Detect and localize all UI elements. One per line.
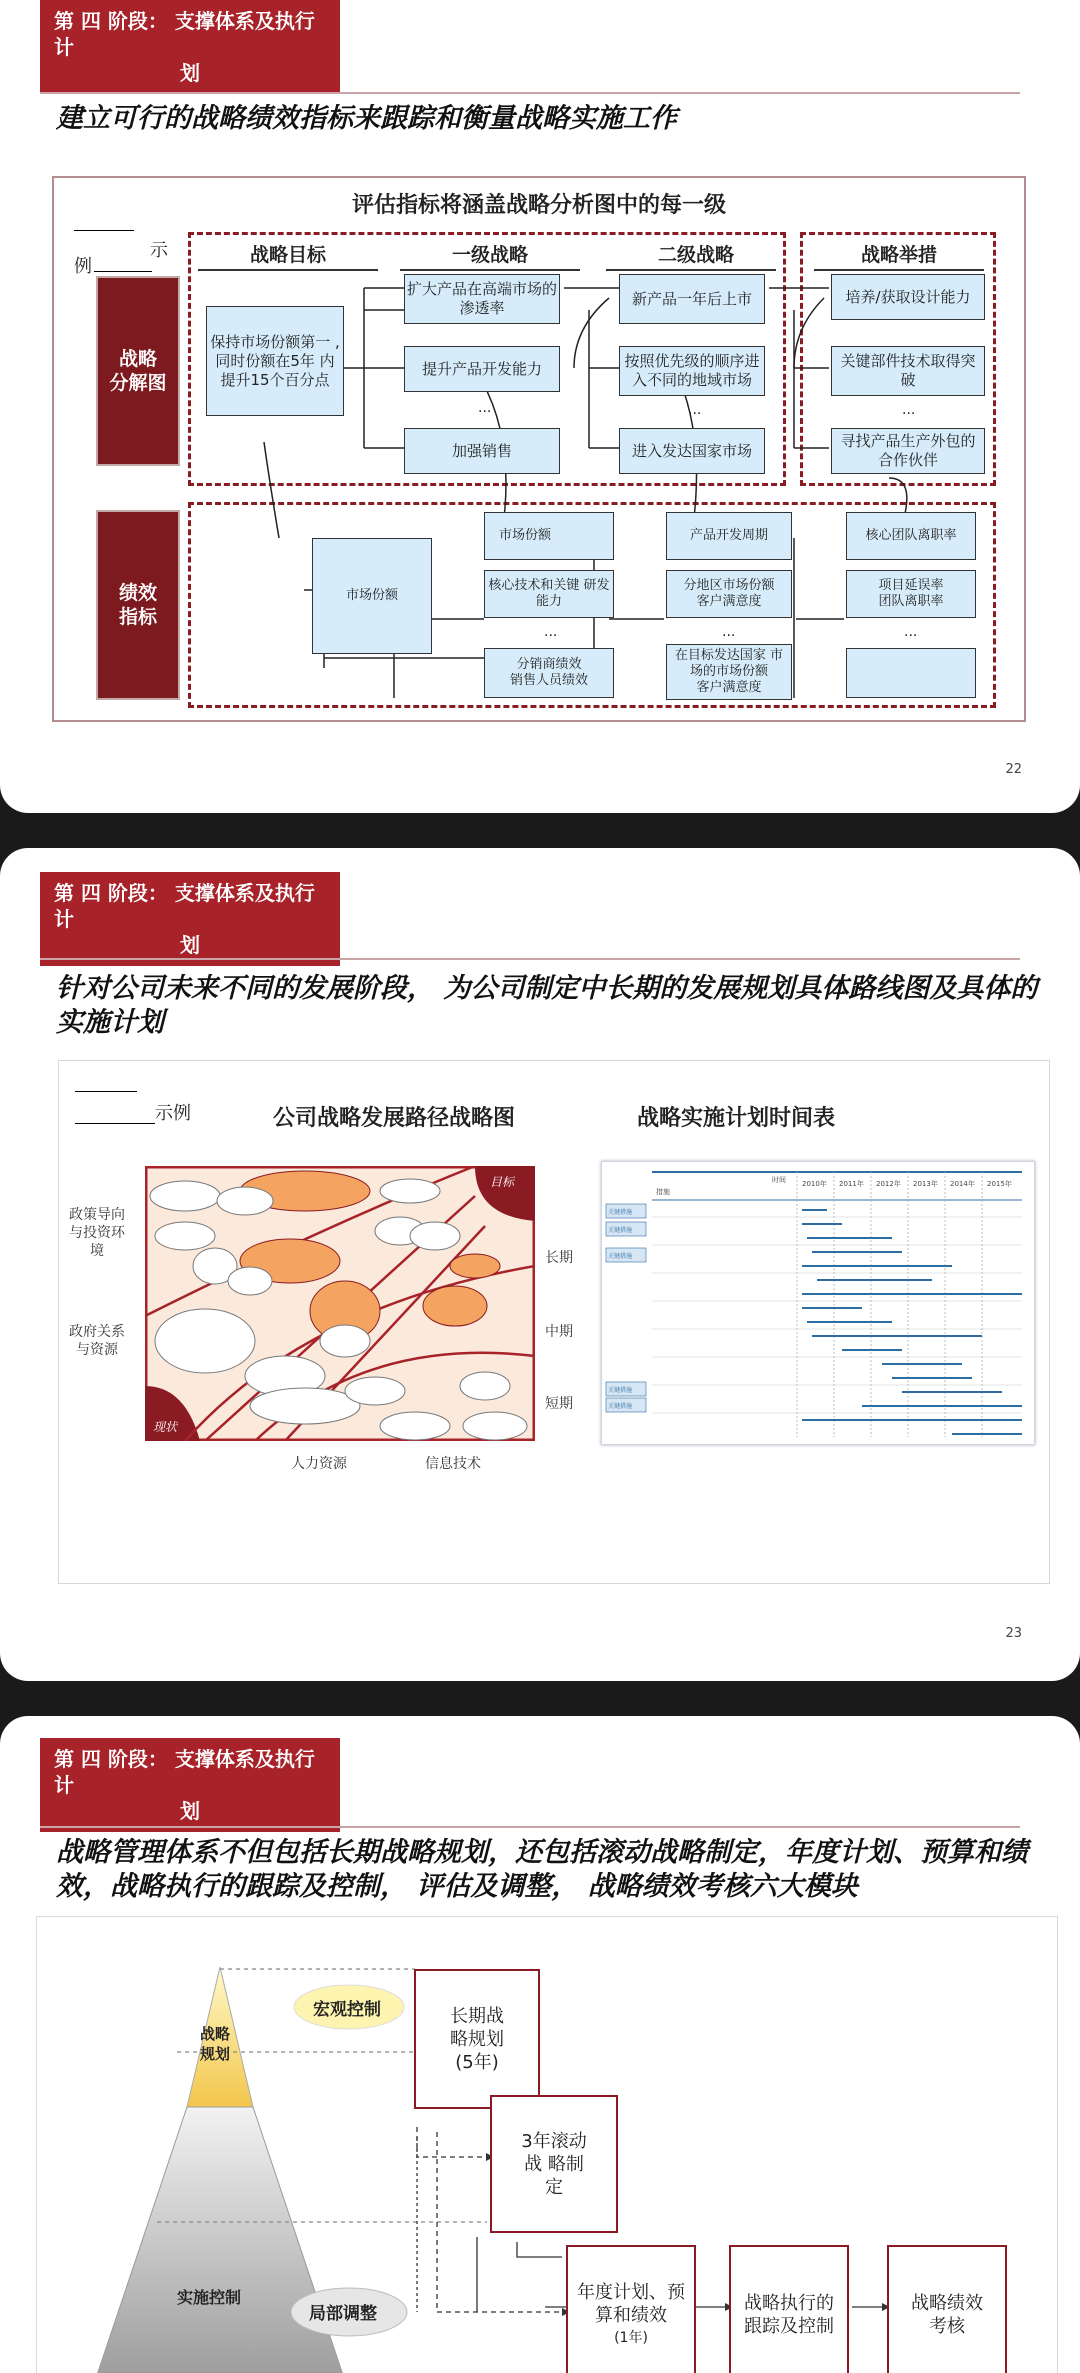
level2-box: 进入发达国家市场	[619, 428, 765, 474]
diagram-title: 评估指标将涵盖战略分析图中的每一级	[351, 193, 726, 218]
legend-label-b: 例	[74, 256, 92, 277]
col-head-initiative: 战略举措	[860, 244, 937, 266]
kpi-level2-box: 在目标发达国家 市场的市场份额 客户满意度	[666, 644, 792, 700]
level2-ellipsis: ...	[688, 402, 702, 418]
level1-ellipsis: ...	[478, 400, 492, 416]
slide-22	[0, 0, 1080, 813]
schedule-year: 2010年	[802, 1180, 827, 1188]
legend-line	[75, 1091, 137, 1092]
schedule-group-label: 关键措施	[608, 1403, 633, 1410]
legend-label: 示例	[155, 1103, 191, 1124]
schedule-year: 2011年	[839, 1180, 864, 1188]
roadmap-panel	[58, 1060, 1050, 1584]
slide-24	[0, 1716, 1080, 2373]
initiative-ellipsis: ...	[902, 402, 916, 418]
slide-23	[0, 848, 1080, 1681]
kpi-initiative-ellipsis: ...	[904, 624, 918, 640]
macro-control-label: 宏观控制	[313, 2000, 381, 2020]
kpi-level1-box: 市场份额	[484, 512, 614, 560]
base-label: 实施控制	[177, 2288, 242, 2307]
kpi-level2-box: 分地区市场份额 客户满意度	[666, 570, 792, 618]
management-system-diagram	[36, 1916, 1058, 2373]
map-right-label: 中期	[545, 1324, 573, 1340]
header-rule	[40, 92, 1020, 94]
legend-label-a: 示	[150, 240, 168, 261]
schedule-header-time: 时间	[772, 1176, 786, 1184]
schedule-table	[601, 1161, 1035, 1445]
stage-tag-line2: 划	[180, 61, 200, 85]
tracking-box: 战略执行的 跟踪及控制	[729, 2245, 849, 2373]
kpi-initiative-box: 核心团队离职率	[846, 512, 976, 560]
level2-box: 按照优先级的顺序进入不同的地域市场	[619, 346, 765, 396]
slide-headline: 战略管理体系不但包括长期战略规划，还包括滚动战略制定，年度计划、预算和绩效，战略执行的跟踪及控制， 评估及调整， 战略绩效考核六大模块	[56, 1837, 1028, 1902]
stage-tag-line1: 第 四 阶段： 支撑体系及执行计	[54, 1747, 315, 1797]
col-head-level1: 一级战略	[451, 244, 528, 266]
local-adjust-label: 局部调整	[309, 2304, 377, 2324]
annual-plan-label: 年度计划、预 算和绩效	[577, 2281, 685, 2326]
goal-box: 保持市场份额第一 ,同时份额在5年 内提升15个百分点	[206, 306, 344, 416]
schedule-year: 2014年	[950, 1180, 975, 1188]
page-number: 23	[1005, 1626, 1022, 1641]
strategy-path-map	[145, 1166, 535, 1441]
kpi-initiative-box: 项目延误率 团队离职率	[846, 570, 976, 618]
schedule-header-item: 措施	[656, 1188, 670, 1196]
kpi-goal-box: 市场份额	[312, 538, 432, 654]
initiative-box: 关键部件技术取得突破	[831, 346, 985, 396]
stage-tag-line1: 第 四 阶段： 支撑体系及执行计	[54, 881, 315, 931]
map-corner-target: 目标	[490, 1175, 515, 1189]
schedule-gantt	[602, 1162, 1034, 1444]
slide-headline: 针对公司未来不同的发展阶段， 为公司制定中长期的发展规划具体路线图及具体的实施计划	[56, 973, 1038, 1038]
stage-tag-line2: 划	[180, 1799, 200, 1823]
kpi-initiative-box	[846, 648, 976, 698]
schedule-group-label: 关键措施	[608, 1227, 633, 1234]
initiative-box: 培养/获取设计能力	[831, 274, 985, 320]
stage-tag	[40, 872, 340, 966]
col-head-goal: 战略目标	[249, 244, 326, 266]
kpi-level1-box: 分销商绩效 销售人员绩效	[484, 648, 614, 698]
page-number: 22	[1005, 762, 1022, 777]
schedule-year: 2013年	[913, 1180, 938, 1188]
kpi-level2-box: 产品开发周期	[666, 512, 792, 560]
map-bottom-label: 信息技术	[425, 1456, 481, 1472]
annual-plan-period: (1年)	[614, 2329, 648, 2346]
long-term-plan-box: 长期战 略规划 (5年)	[414, 1969, 540, 2109]
row-head-kpi: 绩效 指标	[96, 510, 180, 700]
schedule-group-label: 关键措施	[608, 1253, 633, 1260]
initiative-box: 寻找产品生产外包的合作伙伴	[831, 428, 985, 474]
kpi-level1-ellipsis: ...	[544, 624, 558, 640]
header-rule	[40, 958, 1020, 960]
stage-tag-line2: 划	[180, 933, 200, 957]
level1-box: 提升产品开发能力	[404, 346, 560, 392]
map-right-label: 短期	[545, 1396, 573, 1412]
rolling-plan-box: 3年滚动 战 略制 定	[490, 2095, 618, 2233]
legend-line-2	[75, 1123, 155, 1124]
stage-tag	[40, 0, 340, 94]
map-corner-current: 现状	[153, 1420, 178, 1434]
peak-label-line1: 战略	[200, 2025, 231, 2043]
schedule-title: 战略实施计划时间表	[637, 1106, 836, 1131]
row-head-strategy: 战略 分解图	[96, 276, 180, 466]
level1-box: 扩大产品在高端市场的渗透率	[404, 274, 560, 324]
map-right-label: 长期	[545, 1250, 573, 1266]
assessment-box: 战略绩效 考核	[887, 2245, 1007, 2373]
schedule-year: 2015年	[987, 1180, 1012, 1188]
strategy-map-diagram	[52, 176, 1026, 722]
map-left-label: 政府关系与资源	[69, 1324, 125, 1358]
map-bottom-label: 人力资源	[291, 1456, 347, 1472]
col-head-level2: 二级战略	[657, 244, 734, 266]
slide-headline: 建立可行的战略绩效指标来跟踪和衡量战略实施工作	[56, 103, 677, 134]
peak-label-line2: 规划	[200, 2045, 231, 2063]
kpi-level1-box: 核心技术和关键 研发能力	[484, 570, 614, 618]
stage-tag	[40, 1738, 340, 1832]
map-title: 公司战略发展路径战略图	[273, 1106, 516, 1131]
level1-box: 加强销售	[404, 428, 560, 474]
schedule-group-label: 关键措施	[608, 1209, 633, 1216]
schedule-group-label: 关键措施	[608, 1387, 633, 1394]
kpi-level2-ellipsis: ...	[722, 624, 736, 640]
annual-plan-box	[566, 2245, 696, 2373]
stage-tag-line1: 第 四 阶段： 支撑体系及执行计	[54, 9, 315, 59]
level2-box: 新产品一年后上市	[619, 274, 765, 324]
header-rule	[40, 1826, 1020, 1828]
map-left-label: 政策导向与投资环境	[69, 1207, 125, 1259]
schedule-year: 2012年	[876, 1180, 901, 1188]
